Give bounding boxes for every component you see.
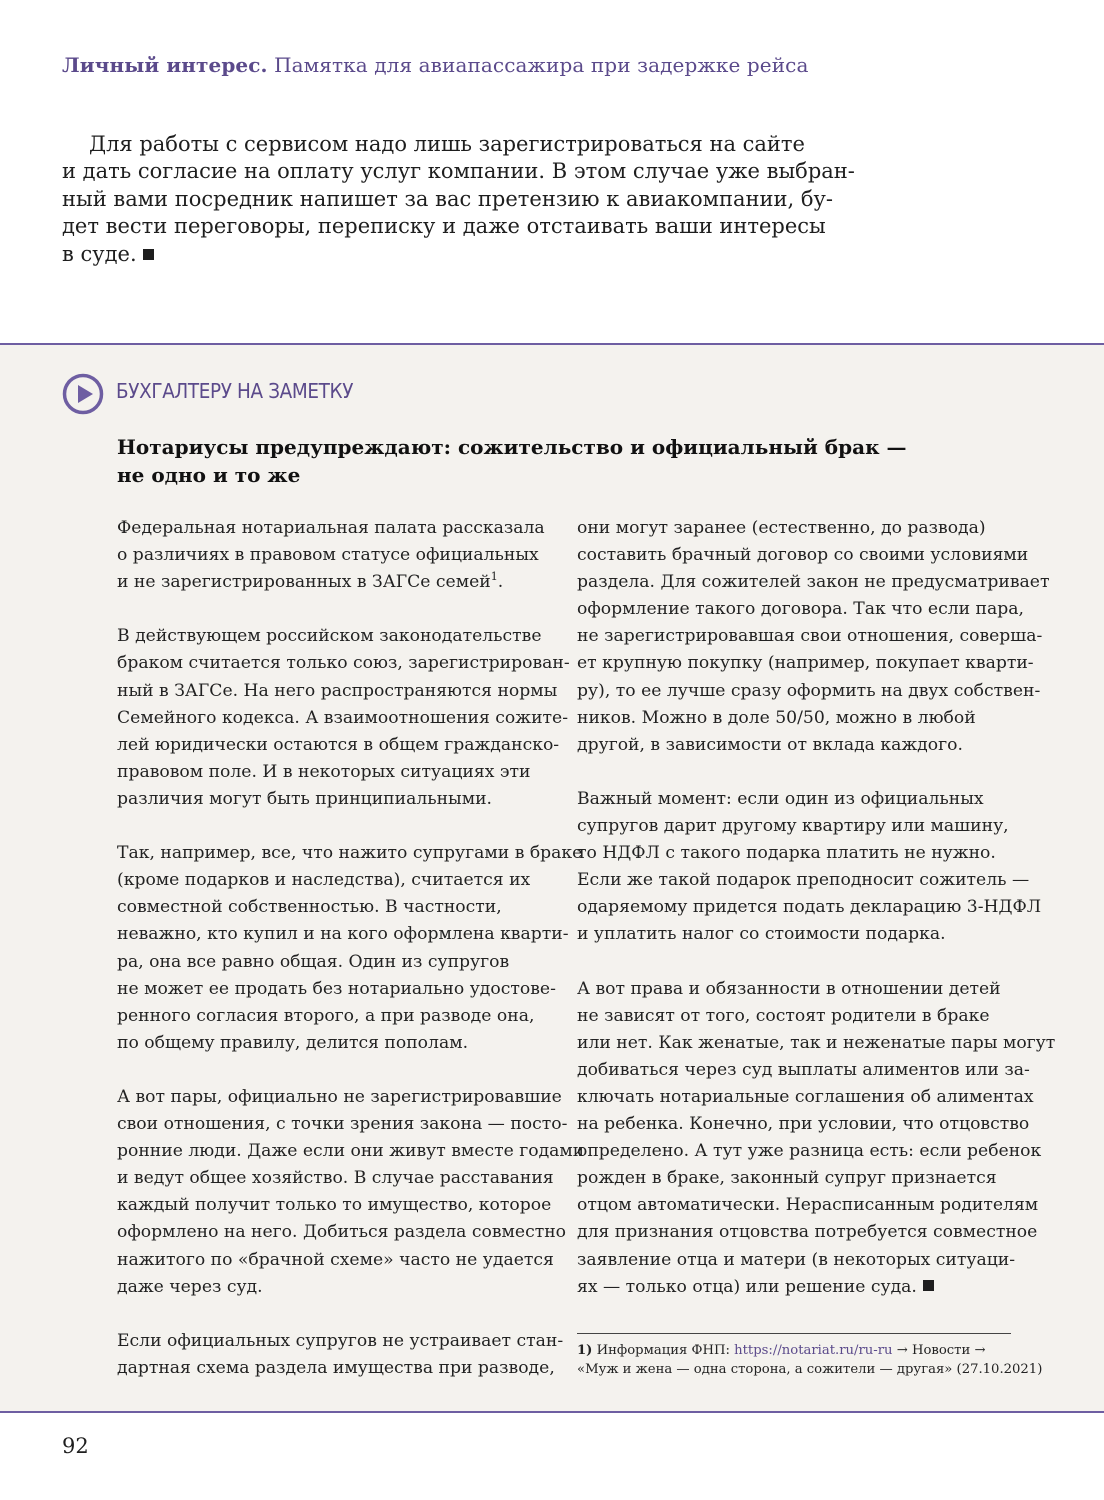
text-line: для признания отцовства потребуется совместное: [577, 1222, 1038, 1243]
text-line: и ведут общее хозяйство. В случае расставания: [117, 1168, 554, 1189]
text-line: оформлено на него. Добиться раздела совместно: [117, 1222, 567, 1243]
text-line: ру), то ее лучше сразу оформить на двух собствен-: [577, 680, 1041, 701]
footnote: [577, 1333, 1043, 1379]
text-line: различия могут быть принципиальными.: [117, 788, 493, 809]
play-circle-icon: [62, 373, 104, 415]
text-line: или нет. Как женатые, так и неженатые пары могут: [577, 1032, 1056, 1053]
intro-paragraph: [62, 131, 855, 268]
text-line: Если официальных супругов не устраивает стан-: [117, 1330, 564, 1351]
page-number: 92: [62, 1434, 89, 1458]
text-line: они могут заранее (естественно, до развода): [577, 518, 986, 538]
text-line: Семейного кодекса. А взаимоотношения сожите-: [117, 707, 569, 728]
text-line: не зависят от того, состоят родители в браке: [577, 1005, 990, 1026]
text-line: и не зарегистрированных в ЗАГСе семей$^1$.: [117, 570, 504, 593]
text-line: другой, в зависимости от вклада каждого.: [577, 734, 963, 755]
footnote-number: 1): [577, 1343, 593, 1358]
text-line: браком считается только союз, зарегистрирован-: [117, 653, 570, 674]
text-line: совместной собственностью. В частности,: [117, 897, 502, 918]
title-line: не одно и то же: [117, 463, 301, 487]
section-name: Личный интерес.: [62, 53, 268, 77]
text-line: по общему правилу, делится пополам.: [117, 1032, 469, 1053]
text-line: рожден в браке, законный супруг признается: [577, 1168, 997, 1189]
text-line: правовом поле. И в некоторых ситуациях эти: [117, 761, 531, 782]
text-line: ренного согласия второго, а при разводе она,: [117, 1005, 535, 1026]
text-line: ронние люди. Даже если они живут вместе годами: [117, 1141, 585, 1162]
text-line: определено. А тут уже разница есть: если ребенок: [577, 1141, 1042, 1162]
text-line: ях — только отца) или решение суда.: [577, 1274, 1017, 1301]
text-line: Так, например, все, что нажито супругами в браке: [117, 843, 583, 864]
text-line: В действующем российском законодательстве: [117, 626, 542, 647]
text-line: заявление отца и матери (в некоторых ситуаци-: [577, 1249, 1016, 1270]
text-line: свои отношения, с точки зрения закона — посто-: [117, 1114, 568, 1135]
text-line: даже через суд.: [117, 1276, 263, 1297]
text-line: дартная схема раздела имущества при разводе,: [117, 1357, 555, 1378]
text-line: Для работы с сервисом надо лишь зарегистрироваться на сайте: [89, 132, 805, 156]
text-line: и дать согласие на оплату услуг компании. В этом случае уже выбран-: [62, 159, 855, 184]
text-line: на ребенка. Конечно, при условии, что отцовство: [577, 1114, 1030, 1135]
text-line: отцом автоматически. Нерасписанным родителям: [577, 1195, 1039, 1216]
text-line: оформление такого договора. Так что если пара,: [577, 599, 1024, 620]
text-line: нажитого по «брачной схеме» часто не удается: [117, 1249, 554, 1270]
end-of-note-mark: [923, 1280, 934, 1291]
right-column: [577, 515, 1056, 1301]
text-line: Если же такой подарок преподносит сожитель —: [577, 870, 1030, 891]
text-line: ключать нотариальные соглашения об алиментах: [577, 1086, 1034, 1107]
text-line: о различиях в правовом статусе официальных: [117, 545, 539, 566]
text-line: каждый получит только то имущество, которое: [117, 1195, 552, 1216]
text-line: в суде.: [62, 241, 752, 268]
text-line: ет крупную покупку (например, покупает кварти-: [577, 653, 1034, 674]
footnote-reference: 1: [490, 570, 498, 584]
title-line: Нотариусы предупреждают: сожительство и официальный брак —: [117, 435, 907, 459]
text-line: не может ее продать без нотариально удостове-: [117, 978, 556, 999]
end-of-article-mark: [143, 249, 154, 260]
running-head: [62, 53, 808, 77]
accountant-note-box: [0, 343, 1104, 1413]
fnp-link[interactable]: https://notariat.ru/ru-ru: [734, 1343, 893, 1358]
text-line: одаряемому придется подать декларацию 3-НДФЛ: [577, 897, 1042, 918]
sidebar-title: [117, 433, 937, 489]
text-line: ный вами посредник напишет за вас претензию к авиакомпании, бу-: [62, 186, 833, 211]
text-line: не зарегистрировавшая свои отношения, соверша-: [577, 626, 1043, 647]
text-line: и уплатить налог со стоимости подарка.: [577, 924, 946, 945]
footnote-line: «Муж и жена — одна сторона, а сожители — другая» (27.10.2021): [577, 1362, 1043, 1377]
text-line: дет вести переговоры, переписку и даже отстаивать ваши интересы: [62, 214, 826, 239]
text-line: ный в ЗАГСе. На него распространяются нормы: [117, 680, 558, 701]
text-line: то НДФЛ с такого подарка платить не нужно.: [577, 843, 996, 864]
text-line: (кроме подарков и наследства), считается их: [117, 870, 531, 891]
footnote-line: 1) Информация ФНП: https://notariat.ru/ru-ru → Новости →: [577, 1343, 986, 1358]
text-line: супругов дарит другому квартиру или машину,: [577, 816, 1009, 837]
text-line: А вот права и обязанности в отношении детей: [577, 978, 1001, 999]
text-line: ра, она все равно общая. Один из супругов: [117, 951, 510, 972]
text-line: А вот пары, официально не зарегистрировавшие: [117, 1086, 562, 1107]
article-title: Памятка для авиапассажира при задержке рейса: [274, 53, 809, 77]
text-line: неважно, кто купил и на кого оформлена кварти-: [117, 924, 569, 945]
text-line: лей юридически остаются в общем гражданско-: [117, 734, 560, 755]
text-line: Федеральная нотариальная палата рассказала: [117, 518, 545, 538]
text-line: составить брачный договор со своими условиями: [577, 545, 1029, 566]
section-label: БУХГАЛТЕРУ НА ЗАМЕТКУ: [116, 379, 354, 403]
text-line: Важный момент: если один из официальных: [577, 788, 984, 809]
left-column: [117, 515, 585, 1382]
text-line: добиваться через суд выплаты алиментов или за-: [577, 1059, 1030, 1080]
text-line: раздела. Для сожителей закон не предусматривает: [577, 572, 1050, 593]
text-line: ников. Можно в доле 50/50, можно в любой: [577, 707, 976, 728]
